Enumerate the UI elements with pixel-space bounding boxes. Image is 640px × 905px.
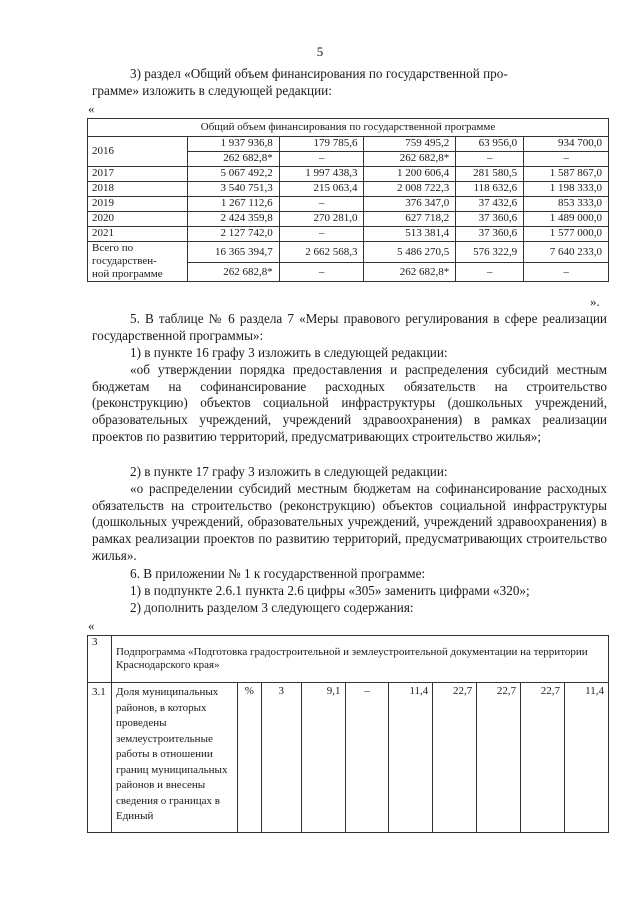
value-cell: 1 937 936,8 bbox=[187, 137, 279, 152]
section-title: Подпрограмма «Подготовка градостроительной и землеустроительной документации на территории Краснодарского края» bbox=[111, 636, 608, 683]
value-cell: 16 365 394,7 bbox=[187, 242, 279, 263]
financing-table bbox=[87, 118, 609, 282]
value-cell: 5 486 270,5 bbox=[364, 242, 456, 263]
value-cell: 1 997 438,3 bbox=[279, 167, 364, 182]
value-cell: 934 700,0 bbox=[524, 137, 609, 152]
value-cell: 281 580,5 bbox=[456, 167, 524, 182]
item3-line2: грамме» изложить в следующей редакции: bbox=[92, 83, 332, 98]
value-cell: 7 640 233,0 bbox=[524, 242, 609, 263]
year-cell: 2018 bbox=[88, 182, 188, 197]
value-cell: 37 360,6 bbox=[456, 212, 524, 227]
financing-table-header: Общий объем финансирования по государственной программе bbox=[88, 119, 609, 137]
table-row bbox=[88, 636, 609, 683]
item6-paragraph: 6. В приложении № 1 к государственной программе: bbox=[130, 566, 426, 581]
value-cell: – bbox=[279, 197, 364, 212]
total-label-cell bbox=[88, 242, 188, 282]
value-cell: 2 127 742,0 bbox=[187, 227, 279, 242]
value-cell: 262 682,8* bbox=[364, 152, 456, 167]
table-row bbox=[88, 137, 609, 152]
value-cell: 2 662 568,3 bbox=[279, 242, 364, 263]
value-cell: 1 489 000,0 bbox=[524, 212, 609, 227]
value-cell: – bbox=[279, 227, 364, 242]
value-cell: 262 682,8* bbox=[364, 263, 456, 282]
item6-sub2: 2) дополнить разделом 3 следующего содержания: bbox=[130, 600, 414, 615]
value-cell: 22,7 bbox=[521, 683, 565, 833]
value-cell: 262 682,8* bbox=[187, 263, 279, 282]
value-cell: 22,7 bbox=[477, 683, 521, 833]
page-number: 5 bbox=[316, 44, 324, 59]
value-cell: 2 008 722,3 bbox=[364, 182, 456, 197]
item3-line1: 3) раздел «Общий объем финансирования по государственной про- bbox=[130, 66, 508, 81]
item5-paragraph: 5. В таблице № 6 раздела 7 «Меры правового регулирования в сфере реализации государственной программы»: bbox=[92, 311, 607, 343]
value-cell: 1 198 333,0 bbox=[524, 182, 609, 197]
value-cell: 627 718,2 bbox=[364, 212, 456, 227]
value-cell: – bbox=[456, 152, 524, 167]
section-number: 3 bbox=[88, 636, 112, 683]
value-cell: 118 632,6 bbox=[456, 182, 524, 197]
status-cell: 3 bbox=[261, 683, 301, 833]
value-cell: – bbox=[524, 263, 609, 282]
table-row bbox=[88, 242, 609, 263]
close-quote-1: ». bbox=[590, 294, 600, 309]
year-cell: 2016 bbox=[88, 137, 188, 167]
year-cell: 2019 bbox=[88, 197, 188, 212]
value-cell: 11,4 bbox=[565, 683, 609, 833]
table-row bbox=[88, 683, 609, 833]
value-cell: 262 682,8* bbox=[187, 152, 279, 167]
total-label-line: государствен- bbox=[92, 255, 157, 267]
value-cell: 215 063,4 bbox=[279, 182, 364, 197]
year-cell: 2021 bbox=[88, 227, 188, 242]
item5-sub1: 1) в пункте 16 графу 3 изложить в следующей редакции: bbox=[130, 345, 448, 360]
value-cell: 22,7 bbox=[433, 683, 477, 833]
value-cell: 37 432,6 bbox=[456, 197, 524, 212]
total-label-line: ной программе bbox=[92, 268, 163, 280]
year-cell: 2017 bbox=[88, 167, 188, 182]
open-quote-1: « bbox=[88, 101, 95, 116]
value-cell: 270 281,0 bbox=[279, 212, 364, 227]
value-cell: – bbox=[524, 152, 609, 167]
value-cell: – bbox=[345, 683, 389, 833]
value-cell: 1 577 000,0 bbox=[524, 227, 609, 242]
value-cell: 3 540 751,3 bbox=[187, 182, 279, 197]
value-cell: 2 424 359,8 bbox=[187, 212, 279, 227]
value-cell: 513 381,4 bbox=[364, 227, 456, 242]
value-cell: 1 587 867,0 bbox=[524, 167, 609, 182]
value-cell: 37 360,6 bbox=[456, 227, 524, 242]
value-cell: 376 347,0 bbox=[364, 197, 456, 212]
value-cell: 759 495,2 bbox=[364, 137, 456, 152]
indicator-table bbox=[87, 635, 609, 833]
year-cell: 2020 bbox=[88, 212, 188, 227]
indicator-name: Доля муниципальных районов, в которых проведены землеустроительные работы в отношении границ муниципальных районов и внесены сведения о границах в Единый bbox=[111, 683, 237, 833]
total-label-line: Всего по bbox=[92, 242, 134, 254]
value-cell: – bbox=[456, 263, 524, 282]
value-cell: 179 785,6 bbox=[279, 137, 364, 152]
table-row bbox=[88, 167, 609, 182]
value-cell: 9,1 bbox=[301, 683, 345, 833]
item6-sub1: 1) в подпункте 2.6.1 пункта 2.6 цифры «305» заменить цифрами «320»; bbox=[130, 583, 530, 598]
table-row bbox=[88, 212, 609, 227]
value-cell: 11,4 bbox=[389, 683, 433, 833]
value-cell: – bbox=[279, 152, 364, 167]
row-number: 3.1 bbox=[88, 683, 112, 833]
item5-sub2: 2) в пункте 17 графу 3 изложить в следующей редакции: bbox=[130, 464, 448, 479]
table-row bbox=[88, 227, 609, 242]
value-cell: 5 067 492,2 bbox=[187, 167, 279, 182]
table-row bbox=[88, 197, 609, 212]
value-cell: 853 333,0 bbox=[524, 197, 609, 212]
value-cell: 1 267 112,6 bbox=[187, 197, 279, 212]
value-cell: 576 322,9 bbox=[456, 242, 524, 263]
value-cell: 1 200 606,4 bbox=[364, 167, 456, 182]
table-row bbox=[88, 182, 609, 197]
item5-sub1-text: «об утверждении порядка предоставления и распределения субсидий местным бюджетам на софинансирование расходных обязательств на строительство (реконструкцию) объектов социальной инфраструктуры (дошкольных учреждений, образовательных учреждений, учреждений здравоохранения) в рамках реализации проектов по развитию территорий, предусматривающих строительство жилья»; bbox=[92, 362, 607, 444]
unit-cell: % bbox=[237, 683, 261, 833]
open-quote-2: « bbox=[88, 618, 95, 633]
value-cell: 63 956,0 bbox=[456, 137, 524, 152]
value-cell: – bbox=[279, 263, 364, 282]
item5-sub2-text: «о распределении субсидий местным бюджетам на софинансирование расходных обязательств на строительство (реконструкцию) объектов социальной инфраструктуры (дошкольных учреждений, образовательных учреждений, учреждений здравоохранения) в рамках реализации проектов по развитию территорий, предусматривающих строительство жилья». bbox=[92, 481, 607, 563]
